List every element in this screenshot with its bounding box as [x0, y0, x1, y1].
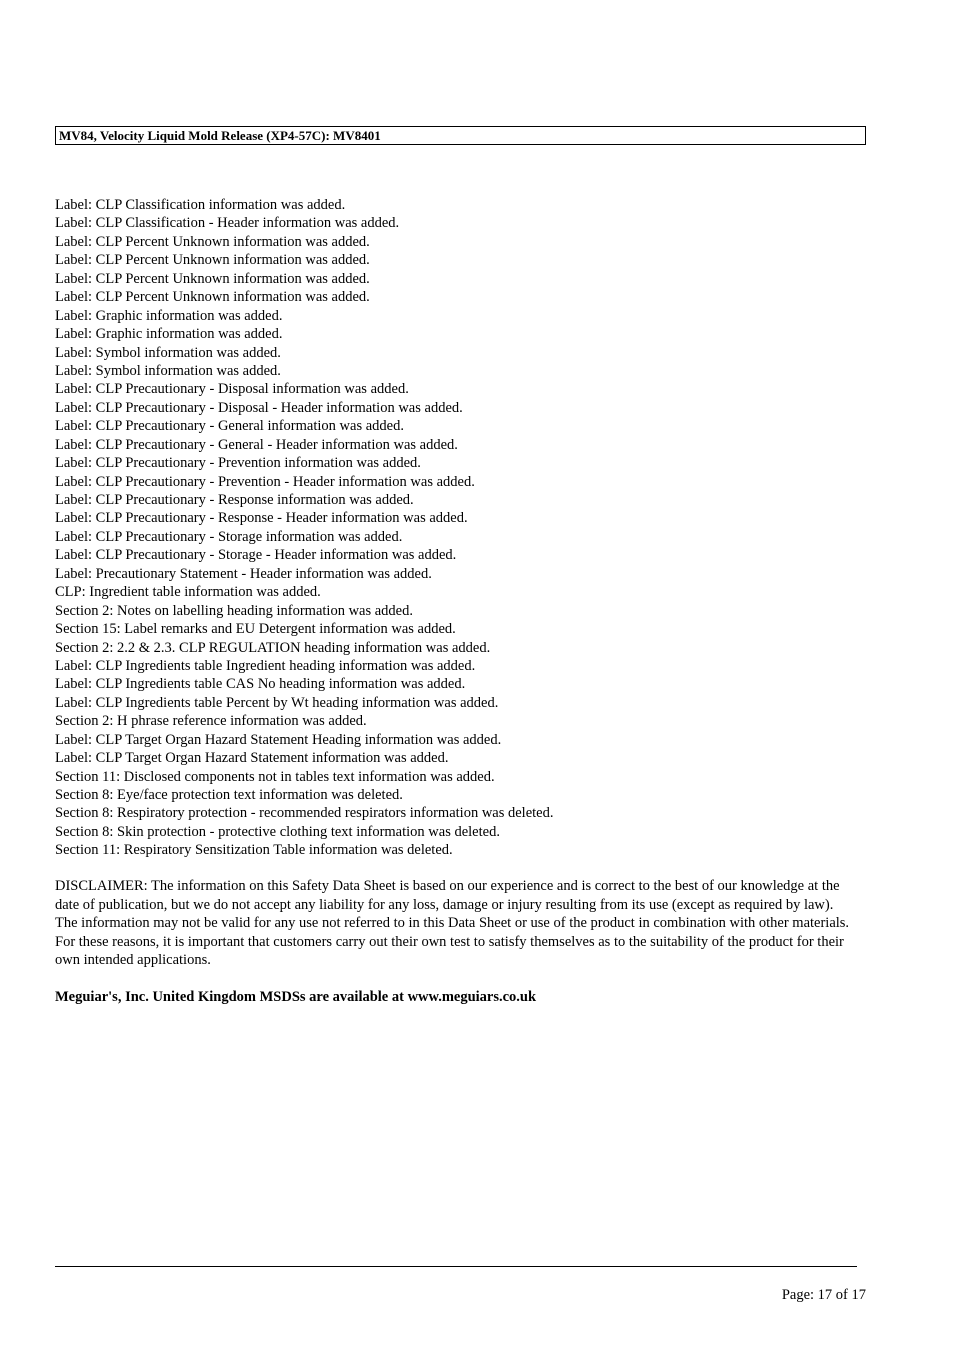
revision-line: Label: CLP Percent Unknown information was added. — [55, 270, 370, 287]
revision-list — [55, 196, 875, 860]
revision-line: Label: CLP Percent Unknown information was added. — [55, 252, 370, 269]
revision-line: Label: CLP Ingredients table CAS No heading information was added. — [55, 676, 466, 693]
revision-line: Section 11: Respiratory Sensitization Table information was deleted. — [55, 842, 453, 859]
revision-line: Section 15: Label remarks and EU Detergent information was added. — [55, 621, 456, 638]
revision-line: Section 2: Notes on labelling heading information was added. — [55, 602, 413, 619]
document-header — [55, 126, 866, 145]
revision-line: Label: Symbol information was added. — [55, 344, 281, 361]
revision-line: Label: CLP Target Organ Hazard Statement Heading information was added. — [55, 731, 502, 748]
msds-availability-note: Meguiar's, Inc. United Kingdom MSDSs are available at www.meguiars.co.uk — [55, 989, 537, 1005]
revision-line: Label: Graphic information was added. — [55, 307, 283, 324]
revision-line: Label: Symbol information was added. — [55, 362, 281, 379]
revision-line: Label: CLP Precautionary - Response information was added. — [55, 492, 414, 508]
revision-line: Section 8: Skin protection - protective clothing text information was deleted. — [55, 823, 500, 840]
revision-line: Section 2: H phrase reference information was added. — [55, 713, 367, 730]
revision-line: Label: CLP Percent Unknown information was added. — [55, 233, 370, 250]
revision-line: Label: CLP Precautionary - Storage information was added. — [55, 528, 403, 545]
revision-line: Label: CLP Classification information was added. — [55, 197, 346, 213]
revision-line: Label: CLP Classification - Header information was added. — [55, 215, 400, 232]
revision-line: Label: CLP Precautionary - General information was added. — [55, 418, 404, 435]
revision-line: Label: CLP Target Organ Hazard Statement information was added. — [55, 750, 449, 767]
disclaimer-paragraph: DISCLAIMER: The information on this Safety Data Sheet is based on our experience and is correct to the best of our knowledge at the date of publication, but we do not accept any liability for any loss, damage or injury resulting from its use (except as required by law). The information may not be valid for any use not referred to in this Data Sheet or use of the product in combination with other materials. For these reasons, it is important that customers carry out their own test to satisfy themselves as to the suitability of the product for their own intended applications. — [55, 878, 850, 968]
revision-line: Section 2: 2.2 & 2.3. CLP REGULATION heading information was added. — [55, 639, 491, 656]
revision-line: Section 8: Eye/face protection text information was deleted. — [55, 787, 403, 803]
revision-line: Label: CLP Precautionary - Prevention - Header information was added. — [55, 473, 475, 490]
page-number: Page: 17 of 17 — [781, 1287, 866, 1303]
product-title: MV84, Velocity Liquid Mold Release (XP4-57C): MV8401 — [59, 128, 381, 143]
footer-divider — [55, 1266, 857, 1267]
revision-line: Label: CLP Ingredients table Ingredient heading information was added. — [55, 657, 476, 674]
revision-line: Label: CLP Precautionary - Prevention information was added. — [55, 455, 421, 472]
revision-line: Label: CLP Ingredients table Percent by Wt heading information was added. — [55, 694, 499, 711]
revision-line: Label: CLP Precautionary - Disposal information was added. — [55, 381, 409, 398]
revision-line: Label: CLP Precautionary - Disposal - Header information was added. — [55, 399, 463, 416]
revision-line: Label: CLP Percent Unknown information was added. — [55, 289, 370, 306]
revision-line: Label: CLP Precautionary - Storage - Header information was added. — [55, 547, 457, 564]
revision-line: Label: Precautionary Statement - Header information was added. — [55, 565, 432, 582]
revision-line: Section 11: Disclosed components not in tables text information was added. — [55, 768, 495, 785]
revision-line: Section 8: Respiratory protection - recommended respirators information was deleted. — [55, 805, 554, 822]
revision-line: Label: CLP Precautionary - Response - Header information was added. — [55, 510, 468, 527]
revision-line: Label: Graphic information was added. — [55, 326, 283, 343]
revision-line: Label: CLP Precautionary - General - Header information was added. — [55, 436, 458, 453]
revision-line: CLP: Ingredient table information was added. — [55, 584, 321, 601]
